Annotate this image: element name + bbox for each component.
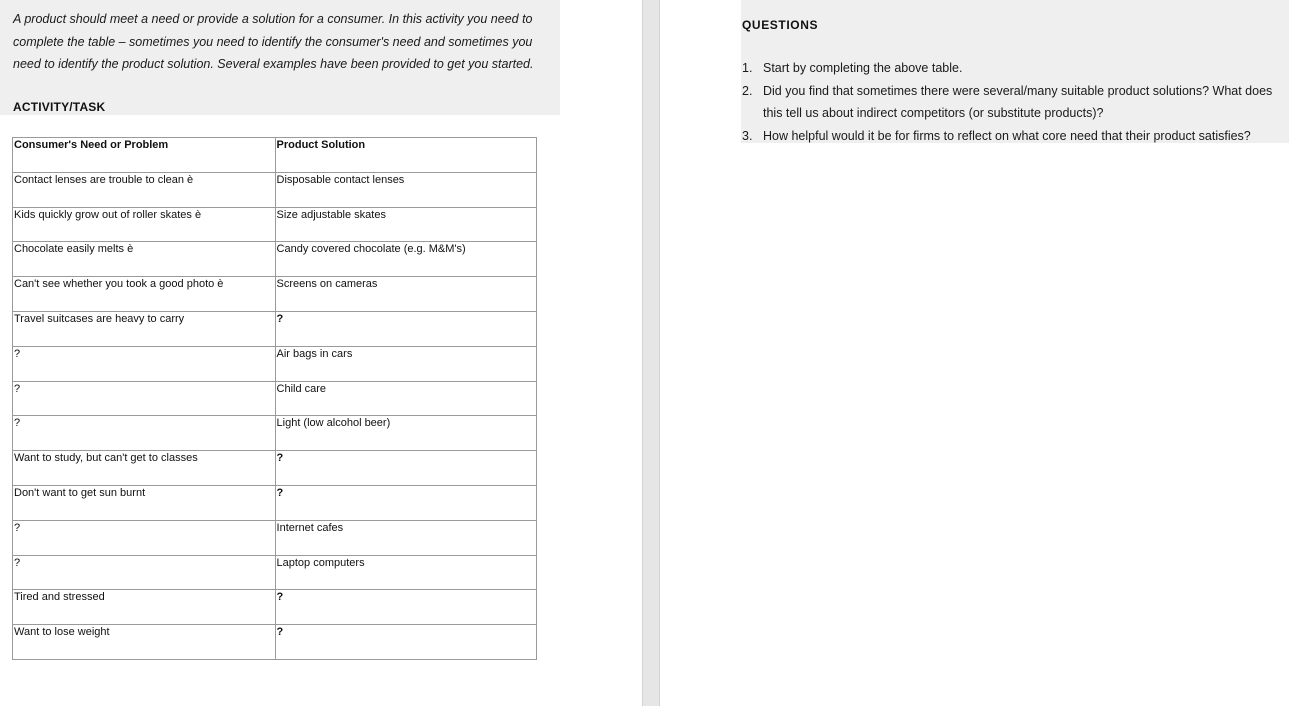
cell-consumer-need: ? xyxy=(13,416,276,451)
header-product-solution: Product Solution xyxy=(275,138,536,173)
question-item xyxy=(742,57,1288,80)
cell-product-solution: Disposable contact lenses xyxy=(275,172,536,207)
cell-consumer-need: ? xyxy=(13,555,276,590)
cell-product-solution: ? xyxy=(275,625,536,660)
table-row xyxy=(13,485,537,520)
question-text: How helpful would it be for firms to reflect on what core need that their product satisfies? xyxy=(763,128,1251,143)
header-consumer-need: Consumer's Need or Problem xyxy=(13,138,276,173)
table-row xyxy=(13,277,537,312)
questions-list xyxy=(742,57,1288,147)
cell-product-solution: Light (low alcohol beer) xyxy=(275,416,536,451)
question-item xyxy=(742,125,1288,148)
table-row xyxy=(13,520,537,555)
cell-product-solution: Screens on cameras xyxy=(275,277,536,312)
cell-product-solution: ? xyxy=(275,451,536,486)
cell-consumer-need: Don't want to get sun burnt xyxy=(13,485,276,520)
cell-consumer-need: ? xyxy=(13,381,276,416)
cell-consumer-need: ? xyxy=(13,520,276,555)
cell-consumer-need: Chocolate easily melts è xyxy=(13,242,276,277)
questions-heading: QUESTIONS xyxy=(742,18,819,32)
table-row xyxy=(13,311,537,346)
cell-consumer-need: Tired and stressed xyxy=(13,590,276,625)
intro-paragraph: A product should meet a need or provide a solution for a consumer. In this activity you need to complete the table – sometimes you need to identify the consumer's need and sometimes you need to identify the product solution. Several examples have been provided to get you started. xyxy=(13,12,534,71)
cell-product-solution: ? xyxy=(275,485,536,520)
question-number: 3. xyxy=(742,128,753,143)
table-row xyxy=(13,207,537,242)
table-row xyxy=(13,451,537,486)
cell-product-solution: Internet cafes xyxy=(275,520,536,555)
question-text: Did you find that sometimes there were several/many suitable product solutions? What does this tell us about indirect competitors (or substitute products)? xyxy=(763,83,1273,120)
table-row xyxy=(13,555,537,590)
cell-product-solution: Size adjustable skates xyxy=(275,207,536,242)
table-row xyxy=(13,172,537,207)
table-row xyxy=(13,346,537,381)
cell-product-solution: ? xyxy=(275,590,536,625)
table-row xyxy=(13,590,537,625)
cell-product-solution: Child care xyxy=(275,381,536,416)
table-row xyxy=(13,242,537,277)
cell-consumer-need: Want to lose weight xyxy=(13,625,276,660)
table-row xyxy=(13,381,537,416)
table-row xyxy=(13,625,537,660)
cell-consumer-need: Want to study, but can't get to classes xyxy=(13,451,276,486)
cell-consumer-need: Kids quickly grow out of roller skates è xyxy=(13,207,276,242)
table-header-row xyxy=(13,138,537,173)
page-gutter xyxy=(642,0,660,706)
cell-product-solution: ? xyxy=(275,311,536,346)
question-text: Start by completing the above table. xyxy=(763,61,963,75)
question-number: 2. xyxy=(742,83,753,98)
cell-product-solution: Laptop computers xyxy=(275,555,536,590)
cell-consumer-need: Contact lenses are trouble to clean è xyxy=(13,172,276,207)
needs-solutions-table xyxy=(12,137,537,660)
cell-consumer-need: Can't see whether you took a good photo è xyxy=(13,277,276,312)
cell-consumer-need: Travel suitcases are heavy to carry xyxy=(13,311,276,346)
table-row xyxy=(13,416,537,451)
question-number: 1. xyxy=(742,61,753,75)
activity-heading: ACTIVITY/TASK xyxy=(13,100,106,114)
question-item xyxy=(742,80,1288,125)
cell-consumer-need: ? xyxy=(13,346,276,381)
cell-product-solution: Air bags in cars xyxy=(275,346,536,381)
cell-product-solution: Candy covered chocolate (e.g. M&M's) xyxy=(275,242,536,277)
